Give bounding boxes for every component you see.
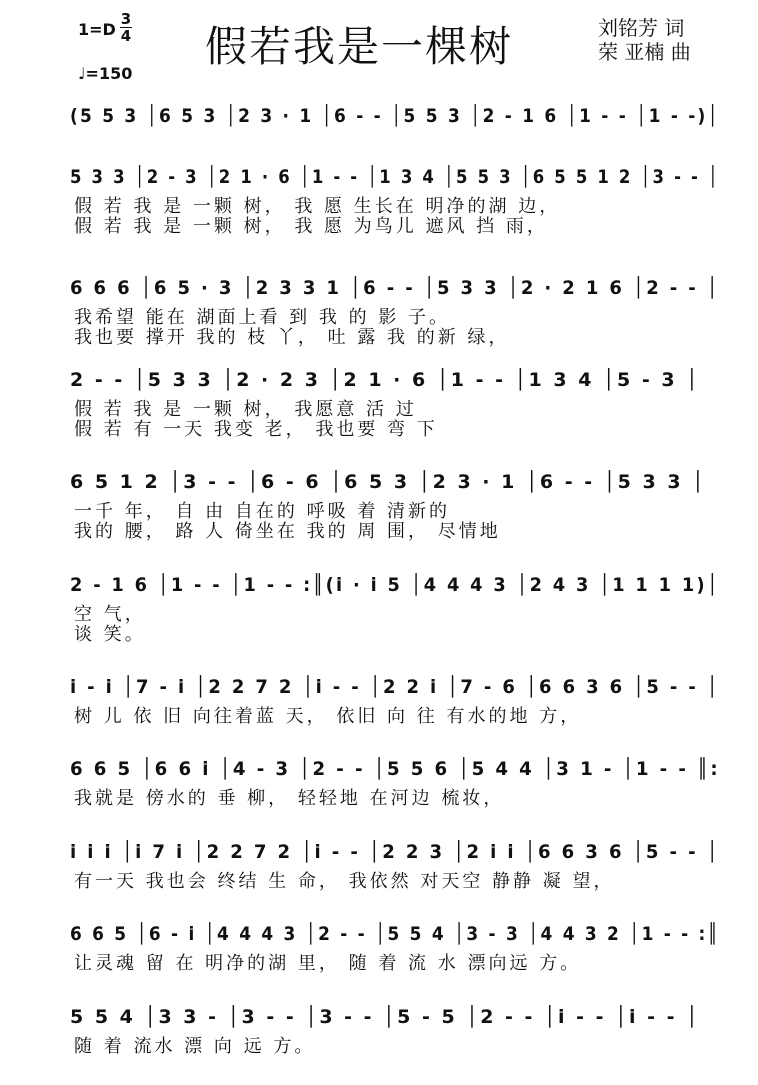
notes-text: 2 - - │5 3 3 │2 · 2 3 │2 1 · 6 │1 - - │1 3 4 │5 - 3 │ [70, 369, 701, 391]
lyric-line: 让灵魂 留 在 明净的湖 里， 随 着 流 水 漂向远 方。 [74, 953, 582, 974]
notes-line [70, 675, 720, 699]
lyric-line: 随 着 流水 漂 向 远 方。 [74, 1036, 316, 1057]
notes-text: 5 5 4 │3 3 - │3 - - │3 - - │5 - 5 │2 - - │i - - │i - - │ [70, 1006, 701, 1028]
notes-line [70, 368, 720, 392]
lyric-line: 一千 年， 自 由 自在的 呼吸 着 清新的 [74, 501, 451, 522]
notes-line [70, 840, 720, 864]
notes-line [70, 165, 720, 189]
tempo-marking: ♩=150 [78, 64, 133, 83]
lyric-line: 假 若 我 是 一颗 树， 我 愿 生长在 明净的湖 边， [74, 196, 561, 217]
time-signature [120, 12, 132, 43]
credits [598, 16, 691, 64]
lyric-line: 我希望 能在 湖面上看 到 我 的 影 子。 [74, 307, 451, 328]
lyric-line: 假 若 我 是 一颗 树， 我愿意 活 过 [74, 399, 417, 420]
notes-line [70, 757, 720, 781]
notes-text: 6 6 5 │6 6 i │4 - 3 │2 - - │5 5 6 │5 4 4 │3 1 - │1 - - ║: [70, 758, 720, 780]
composer: 荣 亚楠 曲 [598, 40, 691, 64]
notes-line [70, 1005, 720, 1029]
notes-text: (5 5 3 │6 5 3 │2 3 · 1 │6 - - │5 5 3 │2 - 1 6 │1 - - │1 - -)│ [70, 105, 720, 127]
notes-text: 5 3 3 │2 - 3 │2 1 · 6 │1 - - │1 3 4 │5 5 3 │6 5 5 1 2 │3 - - │ [70, 166, 720, 188]
notes-text: 6 6 6 │6 5 · 3 │2 3 3 1 │6 - - │5 3 3 │2 · 2 1 6 │2 - - │ [70, 277, 720, 299]
notes-text: 2 - 1 6 │1 - - │1 - - :║(i · i 5 │4 4 4 3 │2 4 3 │1 1 1 1)│ [70, 574, 720, 596]
lyric-line: 我的 腰， 路 人 倚坐在 我的 周 围， 尽情地 [74, 521, 501, 542]
lyric-line: 我也要 撑开 我的 枝 丫， 吐 露 我 的新 绿， [74, 327, 510, 348]
song-title: 假若我是一棵树 [205, 22, 514, 71]
lyric-line: 假 若 有 一天 我变 老， 我也要 弯 下 [74, 419, 438, 440]
notes-line [70, 470, 720, 494]
notes-line [70, 922, 720, 946]
lyric-line: 树 儿 依 旧 向往着蓝 天， 依旧 向 往 有水的地 方， [74, 706, 582, 727]
notes-text: 6 6 5 │6 - i │4 4 4 3 │2 - - │5 5 4 │3 - 3 │4 4 3 2 │1 - - :║ [70, 923, 720, 945]
lyric-line: 有一天 我也会 终结 生 命， 我依然 对天空 静静 凝 望， [74, 871, 615, 892]
lyric-line: 谈 笑。 [74, 624, 146, 645]
lyric-line: 我就是 傍水的 垂 柳， 轻轻地 在河边 梳妆， [74, 788, 505, 809]
notes-text: i i i │i 7 i │2 2 7 2 │i - - │2 2 3 │2 i i │6 6 3 6 │5 - - │ [70, 841, 720, 863]
lyricist: 刘铭芳 词 [598, 16, 685, 40]
notes-text: i - i │7 - i │2 2 7 2 │i - - │2 2 i │7 - 6 │6 6 3 6 │5 - - │ [70, 676, 720, 698]
lyric-line: 空 气， [74, 604, 146, 625]
time-signature-bottom: 4 [120, 27, 132, 45]
time-signature-top: 3 [120, 10, 132, 28]
notes-text: 6 5 1 2 │3 - - │6 - 6 │6 5 3 │2 3 · 1 │6 - - │5 3 3 │ [70, 471, 707, 493]
key-signature: 1=D [78, 20, 116, 39]
notes-line [70, 104, 720, 128]
notes-line [70, 276, 720, 300]
lyric-line: 假 若 我 是 一颗 树， 我 愿 为鸟儿 遮风 挡 雨， [74, 216, 548, 237]
notes-line [70, 573, 720, 597]
